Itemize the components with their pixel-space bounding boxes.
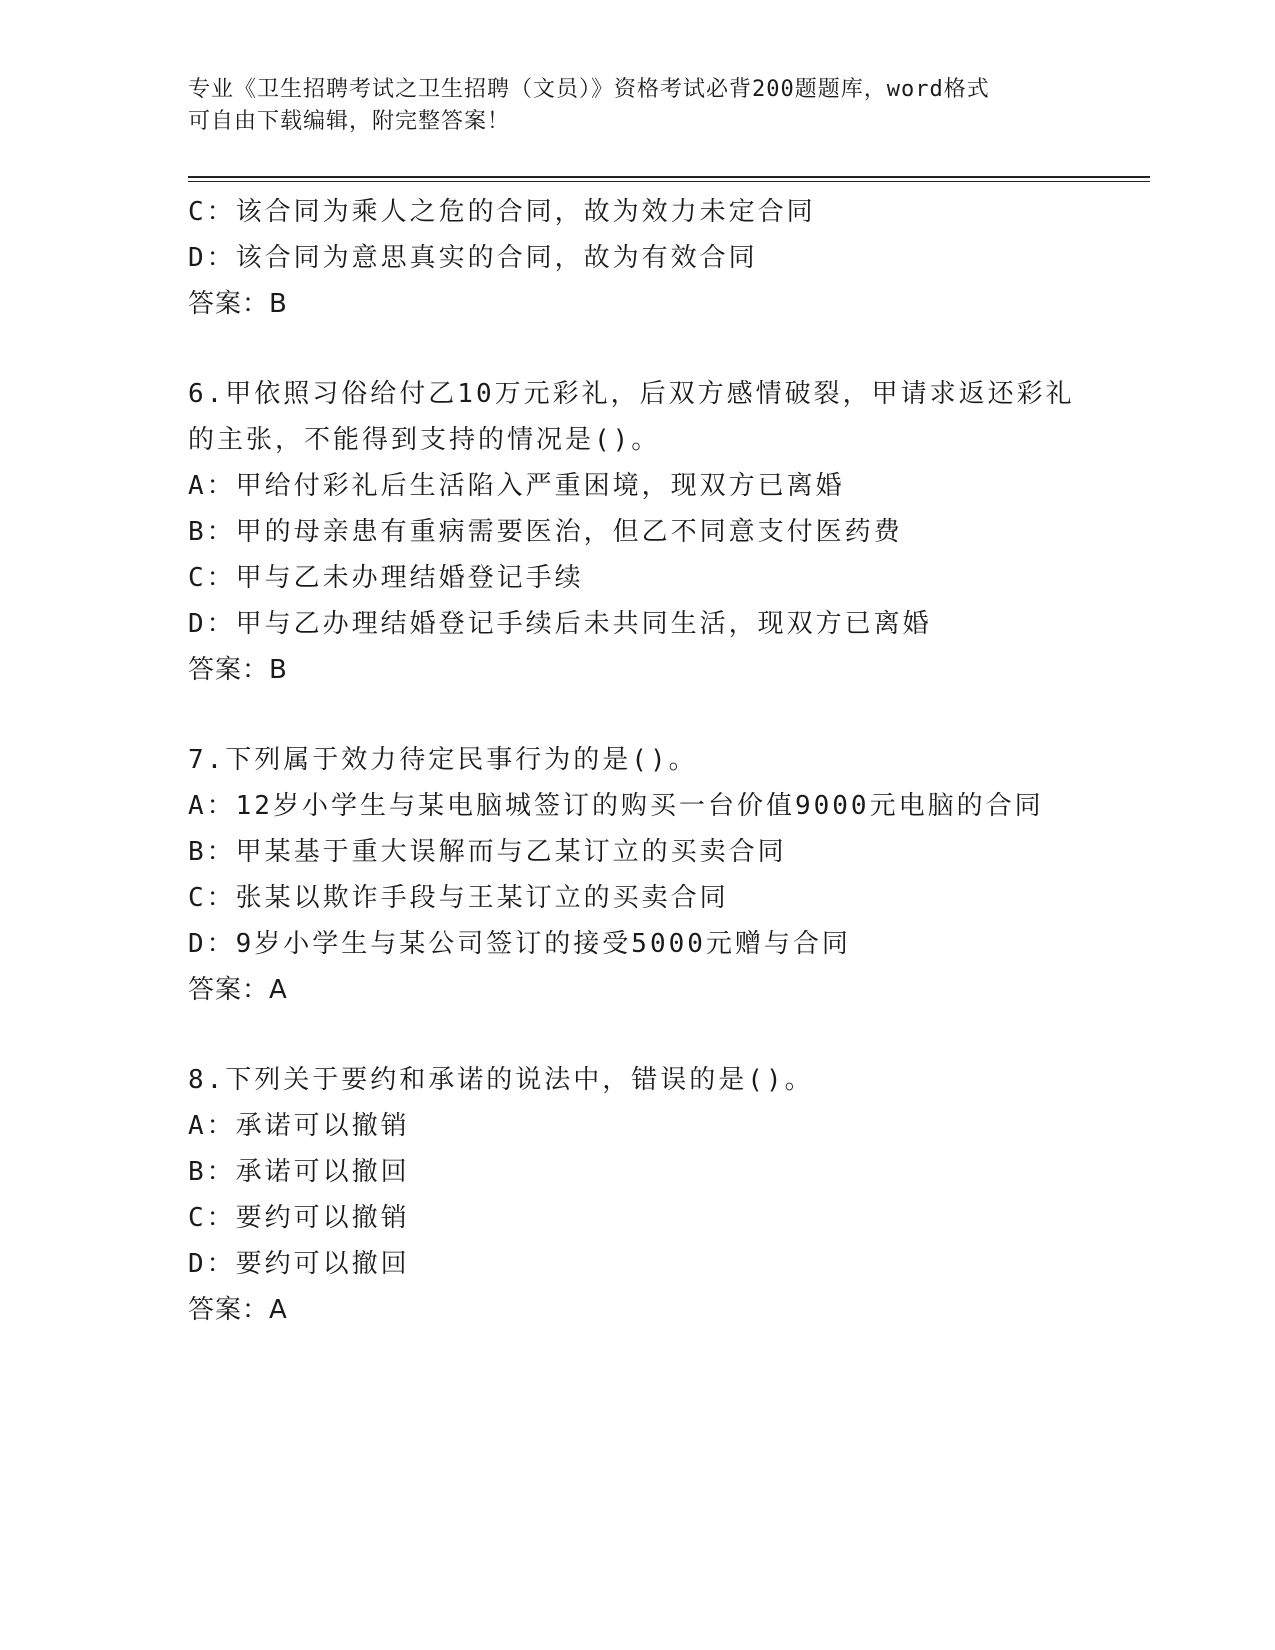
question-stem: 6.甲依照习俗给付乙10万元彩礼，后双方感情破裂，甲请求返还彩礼 [188,379,1075,409]
header-line-2: 可自由下载编辑，附完整答案！ [188,109,511,134]
question-stem-continued: 的主张，不能得到支持的情况是()。 [188,425,661,455]
question-8 [188,1057,1148,1333]
option-d: D：甲与乙办理结婚登记手续后未共同生活，现双方已离婚 [188,609,932,639]
option-a: A：12岁小学生与某电脑城签订的购买一台价值9000元电脑的合同 [188,791,1044,821]
header-divider-thick [188,176,1150,178]
option-c: C：张某以欺诈手段与王某订立的买卖合同 [188,883,729,913]
question-7 [188,737,1148,1013]
spacer [188,693,1148,737]
spacer [188,327,1148,371]
answer-label: 答案：B [188,289,288,319]
question-stem: 7.下列属于效力待定民事行为的是()。 [188,745,698,775]
answer-label: 答案：A [188,1295,288,1325]
option-b: B：承诺可以撤回 [188,1157,410,1187]
spacer [188,1013,1148,1057]
option-c: C：甲与乙未办理结婚登记手续 [188,563,584,593]
question-stem: 8.下列关于要约和承诺的说法中，错误的是()。 [188,1065,814,1095]
option-b: B：甲某基于重大误解而与乙某订立的买卖合同 [188,837,787,867]
option-d: D：该合同为意思真实的合同，故为有效合同 [188,243,758,273]
question-list [188,189,1148,1333]
question-5-continued [188,189,1148,327]
option-d: D：要约可以撤回 [188,1249,410,1279]
document-header [188,74,1088,138]
header-line-1: 专业《卫生招聘考试之卫生招聘（文员）》资格考试必背200题题库，word格式 [188,77,990,102]
option-c: C：该合同为乘人之危的合同，故为效力未定合同 [188,197,816,227]
answer-label: 答案：A [188,975,288,1005]
option-c: C：要约可以撤销 [188,1203,410,1233]
option-a: A：承诺可以撤销 [188,1111,410,1141]
option-b: B：甲的母亲患有重病需要医治，但乙不同意支付医药费 [188,517,903,547]
answer-label: 答案：B [188,655,288,685]
header-divider-thin [188,181,1150,182]
question-6 [188,371,1148,693]
option-d: D：9岁小学生与某公司签订的接受5000元赠与合同 [188,929,851,959]
option-a: A：甲给付彩礼后生活陷入严重困境，现双方已离婚 [188,471,845,501]
